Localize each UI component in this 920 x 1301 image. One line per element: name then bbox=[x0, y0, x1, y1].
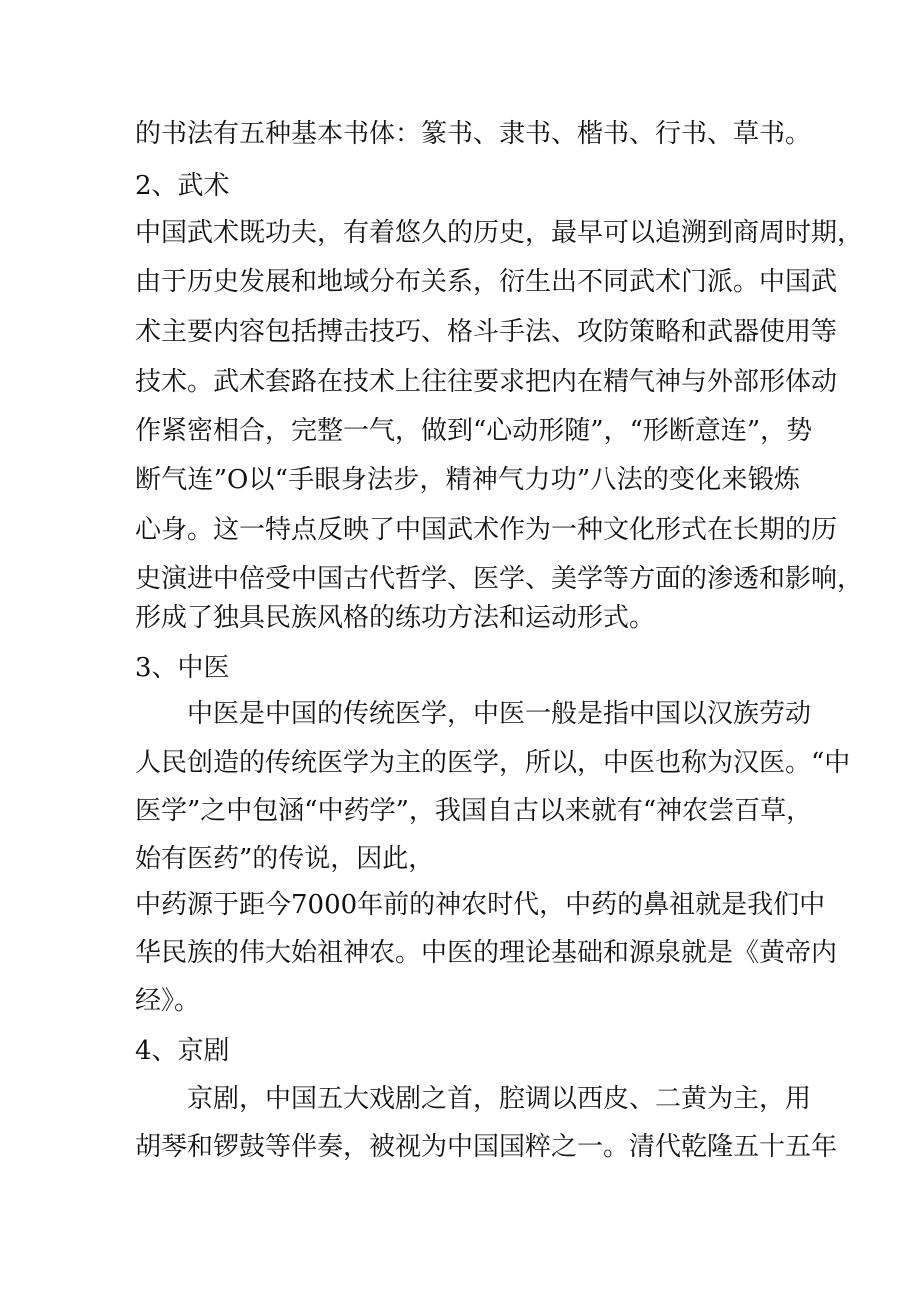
wushu-line-8: 史演进中倍受中国古代哲学、医学、美学等方面的渗透和影响， bbox=[135, 564, 864, 594]
wushu-line-9: 形成了独具民族风格的练功方法和运动形式。 bbox=[135, 603, 656, 633]
tcm-line-4: 始有医药”的传说，因此， bbox=[135, 844, 435, 874]
wushu-line-4: 技术。武术套路在技术上往往要求把内在精气神与外部形体动 bbox=[135, 367, 838, 397]
heading-wushu: 2、武术 bbox=[135, 171, 230, 201]
tcm-line-1: 中医是中国的传统医学，中医一般是指中国以汉族劳动 bbox=[187, 699, 812, 729]
heading-tcm: 3、中医 bbox=[135, 653, 230, 683]
wushu-line-7: 心身。这一特点反映了中国武术作为一种文化形式在长期的历 bbox=[135, 515, 838, 545]
opera-line-2: 胡琴和锣鼓等伴奏，被视为中国国粹之一。清代乾隆五十五年 bbox=[135, 1132, 838, 1162]
tcm-line-5: 中药源于距今7000年前的神农时代，中药的鼻祖就是我们中 bbox=[135, 890, 826, 920]
tcm-line-3: 医学”之中包涵“中药学”，我国自古以来就有“神农尝百草， bbox=[135, 796, 813, 826]
tcm-line-2: 人民创造的传统医学为主的医学，所以，中医也称为汉医。“中 bbox=[135, 748, 851, 778]
wushu-line-3: 术主要内容包括搏击技巧、格斗手法、攻防策略和武器使用等 bbox=[135, 317, 838, 347]
wushu-line-2: 由于历史发展和地域分布关系，衍生出不同武术门派。中国武 bbox=[135, 267, 838, 297]
wushu-line-6: 断气连”O以“手眼身法步，精神气力功”八法的变化来锻炼 bbox=[135, 465, 800, 495]
tcm-line-6: 华民族的伟大始祖神农。中医的理论基础和源泉就是《黄帝内 bbox=[135, 938, 838, 968]
calligraphy-tail-line: 的书法有五种基本书体：篆书、隶书、楷书、行书、草书。 bbox=[135, 119, 812, 149]
heading-peking-opera: 4、京剧 bbox=[135, 1036, 230, 1066]
opera-line-1: 京剧，中国五大戏剧之首，腔调以西皮、二黄为主，用 bbox=[187, 1084, 812, 1114]
tcm-line-7: 经》。 bbox=[135, 986, 201, 1016]
wushu-line-5: 作紧密相合，完整一气，做到“心动形随”，“形断意连”，势 bbox=[135, 416, 813, 446]
wushu-line-1: 中国武术既功夫，有着悠久的历史，最早可以追溯到商周时期， bbox=[135, 218, 864, 248]
